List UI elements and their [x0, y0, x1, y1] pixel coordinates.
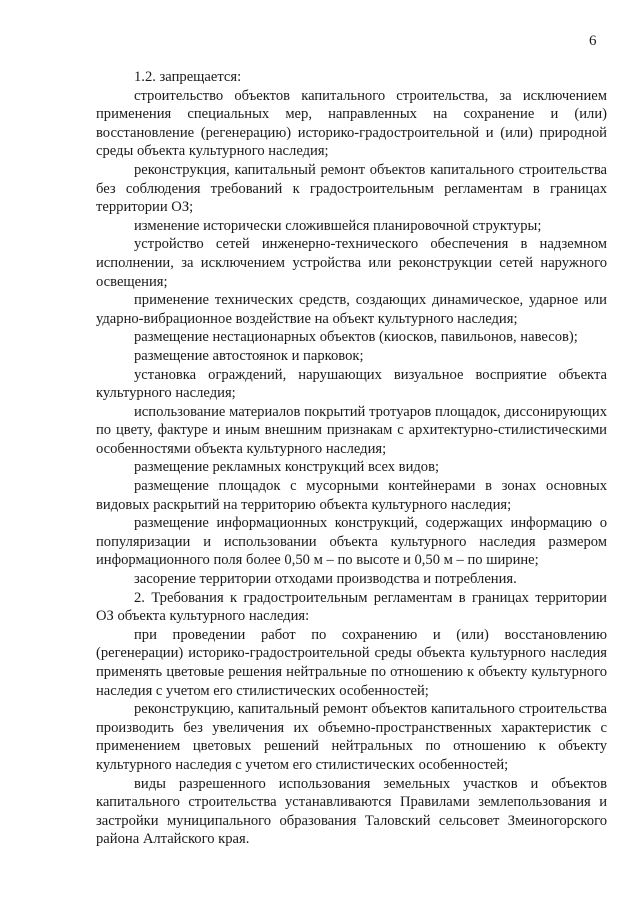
paragraph-color-solutions: при проведении работ по сохранению и (или) восстановлению (регенерации) историко-градостроительной среды объекта культурного наследия применять цветовые решения нейтральные по отношению к объекту культурного наследия с учетом его стилистических особенностей;: [96, 626, 607, 699]
paragraph-pavement-materials: использование материалов покрытий тротуаров площадок, диссонирующих по цвету, фактуре и иным внешним признакам с архитектурно-стилистическими особенностями объекта культурного наследия;: [96, 403, 607, 457]
paragraph-reconstruction-ban: реконструкция, капитальный ремонт объектов капитального строительства без соблюдения требований к градостроительным регламентам в границах территории ОЗ;: [96, 161, 607, 216]
paragraph-planning-structure: изменение исторически сложившейся планировочной структуры;: [134, 217, 542, 234]
paragraph-2-heading: 2. Требования к градостроительным регламентам в границах территории ОЗ объекта культурного наследия:: [96, 589, 607, 625]
paragraph-information-structures: размещение информационных конструкций, содержащих информацию о популяризации и использовании объекта культурного наследия размером информационного поля более 0,50 м – по высоте и 0,50 м – по ширине;: [96, 515, 607, 569]
paragraph-fences: установка ограждений, нарушающих визуальное восприятие объекта культурного наследия;: [96, 366, 607, 402]
paragraph-technical-means: применение технических средств, создающих динамическое, ударное или ударно-вибрационное воздействие на объект культурного наследия;: [96, 292, 607, 327]
paragraph-littering: засорение территории отходами производства и потребления.: [134, 571, 517, 588]
paragraph-construction-ban: строительство объектов капитального строительства, за исключением применения специальных мер, направленных на сохранение и (или) восстановление (регенерацию) историко-градостроительной и (или) природной среды объекта культурного наследия;: [96, 87, 607, 160]
paragraph-waste-containers: размещение площадок с мусорными контейнерами в зонах основных видовых раскрытий на территорию объекта культурного наследия;: [96, 478, 607, 513]
paragraph-parking: размещение автостоянок и парковок;: [134, 347, 364, 364]
page-number: 6: [589, 33, 597, 49]
paragraph-reconstruction-rules: реконструкцию, капитальный ремонт объектов капитального строительства производить без увеличения их объемно-пространственных характеристик с применением цветовых решений нейтральных по отношению к объекту культурного наследия с учетом его стилистических особенностей;: [96, 701, 607, 773]
paragraph-non-stationary-objects: размещение нестационарных объектов (киосков, павильонов, навесов);: [134, 329, 578, 346]
document-body: [96, 68, 607, 849]
paragraph-advertising: размещение рекламных конструкций всех видов;: [134, 459, 440, 476]
paragraph-engineering-networks: устройство сетей инженерно-технического обеспечения в надземном исполнении, за исключением устройства или реконструкции сетей наружного освещения;: [96, 236, 607, 290]
paragraph-1-2-heading: 1.2. запрещается:: [134, 69, 242, 85]
paragraph-land-use: виды разрешенного использования земельных участков и объектов капитального строительства устанавливаются Правилами землепользования и застройки муниципального образования Таловский сельсовет Змеиногорского района Алтайского края.: [96, 775, 607, 848]
